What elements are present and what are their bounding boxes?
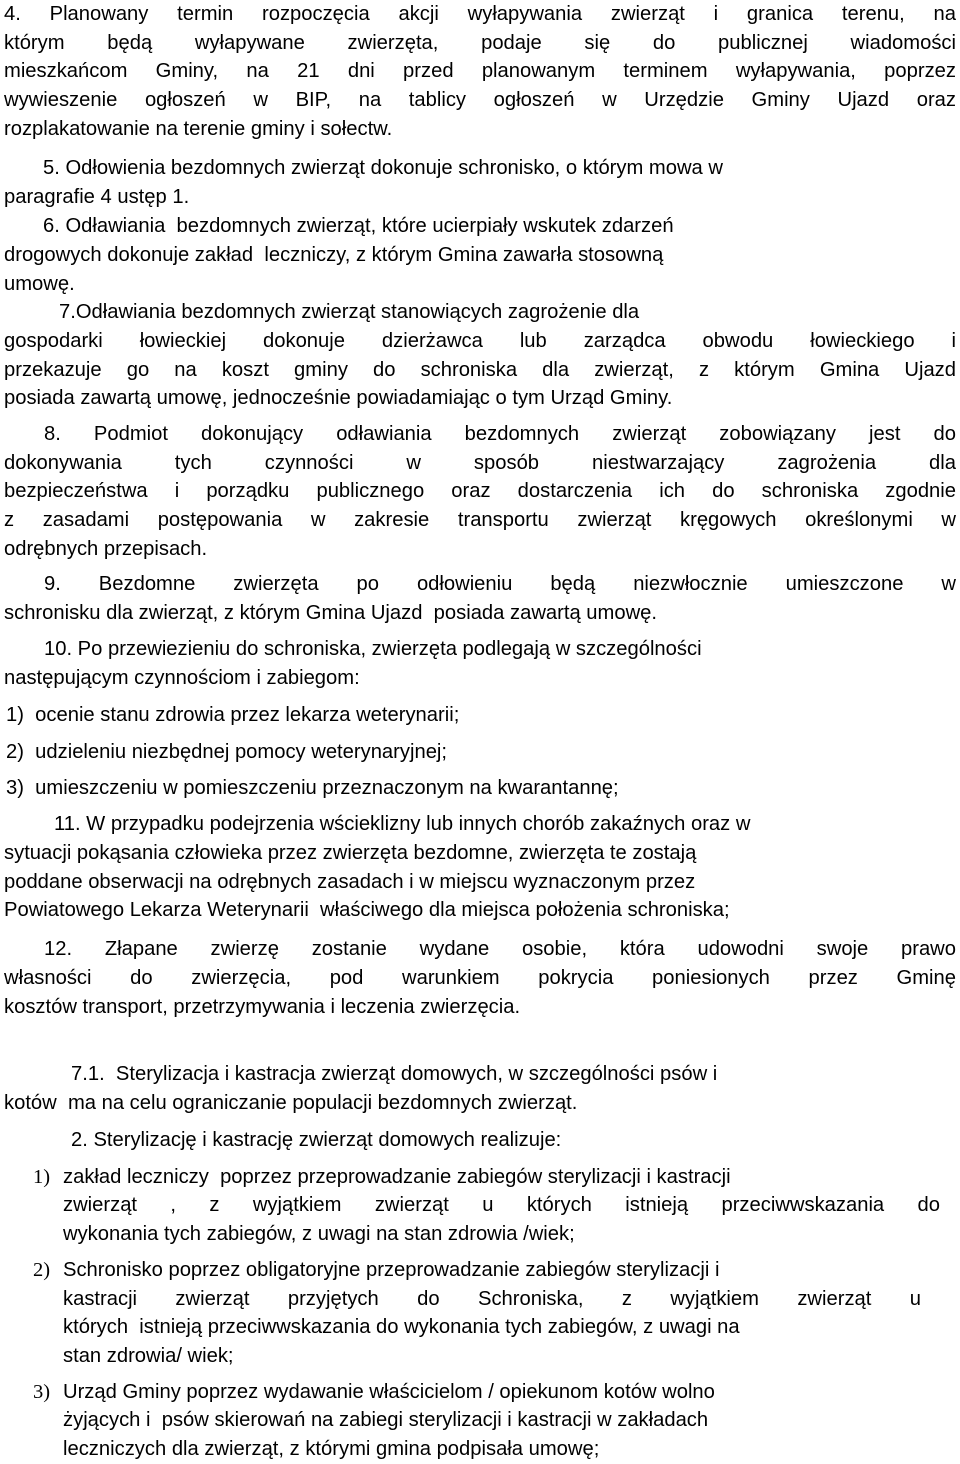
- text-line: 11. W przypadku podejrzenia wścieklizny lub innych chorób zakaźnych oraz w: [54, 813, 751, 835]
- text-line: dokonywania tych czynności w sposób niestwarzający zagrożenia dla: [4, 452, 956, 474]
- text-line: 5. Odłowienia bezdomnych zwierząt dokonuje schronisko, o którym mowa w: [43, 157, 723, 179]
- list-item-number: 2): [33, 1259, 51, 1281]
- text-line: którym będą wyłapywane zwierzęta, podaje się do publicznej wiadomości: [4, 32, 956, 54]
- text-line: 6. Odławiania bezdomnych zwierząt, które ucierpiały wskutek zdarzeń: [43, 215, 674, 237]
- text-line: wykonania tych zabiegów, z uwagi na stan zdrowia /wiek;: [63, 1223, 575, 1245]
- text-line: 1) ocenie stanu zdrowia przez lekarza weterynarii;: [6, 704, 460, 726]
- text-line: Powiatowego Lekarza Weterynarii właściwego dla miejsca położenia schroniska;: [4, 899, 730, 921]
- text-line: gospodarki łowieckiej dokonuje dzierżawca lub zarządca obwodu łowieckiego i: [4, 330, 956, 352]
- text-line: Schronisko poprzez obligatoryjne przeprowadzanie zabiegów sterylizacji i: [63, 1259, 720, 1281]
- text-line: schronisku dla zwierząt, z którym Gmina Ujazd posiada zawartą umowę.: [4, 602, 657, 624]
- text-line: mieszkańcom Gminy, na 21 dni przed planowanym terminem wyłapywania, poprzez: [4, 60, 956, 82]
- text-line: 3) umieszczeniu w pomieszczeniu przeznaczonym na kwarantannę;: [6, 777, 619, 799]
- text-line: bezpieczeństwa i porządku publicznego oraz dostarczenia ich do schroniska zgodnie: [4, 480, 956, 502]
- text-line: kotów ma na celu ograniczanie populacji bezdomnych zwierząt.: [4, 1092, 578, 1114]
- text-line: zwierząt , z wyjątkiem zwierząt u których istnieją przeciwwskazania do: [63, 1194, 940, 1216]
- text-line: 8. Podmiot dokonujący odławiania bezdomnych zwierząt zobowiązany jest do: [44, 423, 956, 445]
- list-item-number: 1): [33, 1166, 51, 1188]
- text-line: własności do zwierzęcia, pod warunkiem pokrycia poniesionych przez Gminę: [4, 967, 956, 989]
- text-line: przekazuje go na koszt gminy do schroniska dla zwierząt, z którym Gmina Ujazd: [4, 359, 956, 381]
- text-line: rozplakatowanie na terenie gminy i sołectw.: [4, 118, 393, 140]
- text-line: sytuacji pokąsania człowieka przez zwierzęta bezdomne, zwierzęta te zostają: [4, 842, 697, 864]
- text-line: drogowych dokonuje zakład leczniczy, z którym Gmina zawarła stosowną: [4, 244, 664, 266]
- text-line: 10. Po przewieziеniu do schroniska, zwierzęta podlegają w szczególności: [44, 638, 702, 660]
- text-line: umowę.: [4, 273, 75, 295]
- text-line: 4. Planowany termin rozpoczęcia akcji wyłapywania zwierząt i granica terenu, na: [4, 3, 956, 25]
- text-line: stan zdrowia/ wiek;: [63, 1345, 234, 1367]
- text-line: odrębnych przepisach.: [4, 538, 208, 560]
- text-line: poddane obserwacji na odrębnych zasadach i w miejscu wyznaczonym przez: [4, 871, 696, 893]
- list-item-number: 3): [33, 1381, 51, 1403]
- text-line: 7.Odławiania bezdomnych zwierząt stanowiących zagrożenie dla: [59, 301, 640, 323]
- text-line: z zasadami postępowania w zakresie transportu zwierząt kręgowych określonymi w: [4, 509, 956, 531]
- text-line: 2) udzieleniu niezbędnej pomocy weterynaryjnej;: [6, 741, 448, 763]
- text-line: paragrafie 4 ustęp 1.: [4, 186, 190, 208]
- text-line: 12. Złapane zwierzę zostanie wydane osobie, która udowodni swoje prawo: [44, 938, 956, 960]
- text-line: następującym czynnościom i zabiegom:: [4, 667, 360, 689]
- text-line: kosztów transport, przetrzymywania i leczenia zwierzęcia.: [4, 996, 521, 1018]
- text-line: leczniczych dla zwierząt, z którymi gmina podpisała umowę;: [63, 1438, 600, 1460]
- text-line: których istnieją przeciwwskazania do wykonania tych zabiegów, z uwagi na: [63, 1316, 740, 1338]
- text-line: posiada zawartą umowę, jednocześnie powiadamiając o tym Urząd Gminy.: [4, 387, 673, 409]
- text-line: 2. Sterylizację i kastrację zwierząt domowych realizuje:: [71, 1129, 562, 1151]
- text-line: żyjących i psów skierowań na zabiegi sterylizacji i kastracji w zakładach: [63, 1409, 709, 1431]
- text-line: 7.1. Sterylizacja i kastracja zwierząt domowych, w szczególności psów i: [71, 1063, 718, 1085]
- text-line: kastracji zwierząt przyjętych do Schroniska, z wyjątkiem zwierząt u: [63, 1288, 921, 1310]
- text-line: Urząd Gminy poprzez wydawanie właścicielom / opiekunom kotów wolno: [63, 1381, 715, 1403]
- text-line: zakład leczniczy poprzez przeprowadzanie zabiegów sterylizacji i kastracji: [63, 1166, 731, 1188]
- text-line: 9. Bezdomne zwierzęta po odłowieniu będą niezwłocznie umieszczone w: [44, 573, 956, 595]
- text-line: wywieszenie ogłoszeń w BIP, na tablicy ogłoszeń w Urzędzie Gminy Ujazd oraz: [4, 89, 956, 111]
